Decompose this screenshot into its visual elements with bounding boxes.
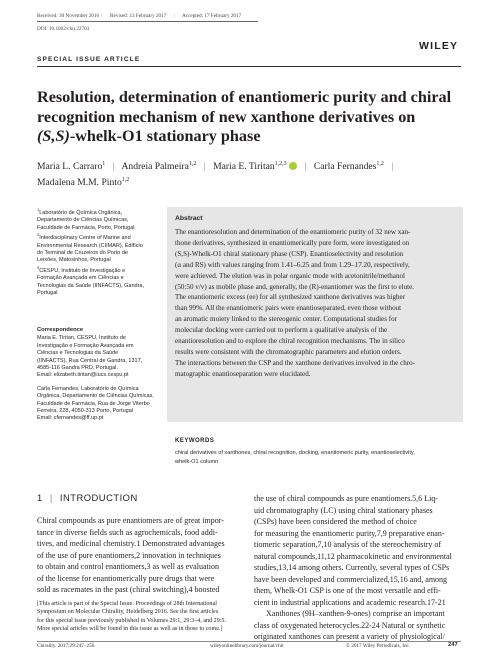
note-line: More special articles will be found in this issue as well as in those to come.] bbox=[37, 625, 223, 632]
special-issue-note bbox=[37, 600, 255, 633]
date-separator: | bbox=[101, 13, 103, 19]
note-line: Symposium on Molecular Chirality, Heidelberg 2016. See the first articles bbox=[37, 609, 219, 616]
title-line-1: Resolution, determination of enantiomeric purity and chiral bbox=[37, 88, 452, 106]
copyright: © 2017 Wiley Periodicals, Inc. bbox=[346, 643, 411, 649]
body-line: sold as racemates in the past (chiral switching),4 boosted bbox=[37, 585, 220, 594]
section-rule bbox=[37, 66, 461, 67]
abstract-line: (S,S)-Whelk-O1 chiral stationary phase (CSP). Enantioselectivity and resolution bbox=[175, 249, 404, 258]
body-line: uid chromatography (LC) using chiral stationary phases bbox=[254, 505, 433, 515]
abstract-line: (α and RS) with values ranging from 1.41–6.25 and from 1.29–17.20, respectively, bbox=[175, 260, 410, 269]
body-line: studies,13,14 among others. Currently, several types of CSPs bbox=[254, 563, 450, 572]
keywords-line: whelk-O1 column bbox=[175, 458, 219, 465]
author-affiliation-ref: 1,2 bbox=[121, 176, 130, 183]
body-line: to obtain and control enantiomers,3 as well as evaluation bbox=[37, 562, 219, 571]
abstract-box bbox=[167, 207, 463, 422]
abstract-heading: Abstract bbox=[175, 215, 203, 222]
correspondence bbox=[37, 327, 169, 426]
correspondence-email-2[interactable]: Email: cfernandes@ff.up.pt bbox=[37, 415, 104, 422]
correspondence-heading: Correspondence bbox=[37, 327, 84, 333]
section-heading bbox=[37, 492, 138, 503]
abstract-line: molecular docking were carried out to perform a qualitative analysis of the bbox=[175, 326, 388, 335]
date-separator: | bbox=[174, 13, 176, 19]
author-name[interactable]: Maria L. Carraro bbox=[37, 161, 103, 172]
orcid-icon[interactable] bbox=[289, 162, 297, 170]
abstract-line: results were consistent with the chromatographic parameters and elution orders. bbox=[175, 347, 402, 356]
journal-citation: Chirality. 2017;29:247–256. bbox=[37, 643, 96, 649]
abstract-line: than 99%. All the enantiomeric pairs were enantioseparated, even those without bbox=[175, 304, 402, 313]
author-affiliation-ref: 1 bbox=[102, 160, 106, 167]
abstract-line: The enantiomeric excess (ee) for all synthesized xanthone derivatives was higher bbox=[175, 293, 406, 302]
author-affiliation-ref: 1,2,3 bbox=[274, 160, 287, 167]
body-line: for measuring the enantiomeric purity,7,9 preparative enan- bbox=[254, 528, 445, 538]
author-list bbox=[37, 159, 477, 191]
accepted-date: Accepted: 17 February 2017 bbox=[182, 13, 242, 19]
author-separator: | bbox=[112, 161, 115, 172]
header-rule bbox=[37, 21, 258, 22]
affiliation-3: $^3$CESPU, Instituto de Investigação e Formação Avançada em Ciências e Tecnologias da Saúde (IINFACTS), Gandra, Portugal bbox=[37, 265, 144, 297]
body-line: of the license for enantiomerically pure drugs that were bbox=[37, 573, 215, 583]
page-number: 247 bbox=[448, 642, 458, 648]
body-line: tance in diverse fields such as agrochemicals, food addi- bbox=[37, 527, 218, 537]
keywords-list bbox=[175, 449, 465, 466]
correspondence-block-1: Maria E. Tiritan, CESPU, Instituto de Investigação e Formação Avançada em Ciências e Tecnologias da Saúde (IINFACTS), Rua Central de Gandra, 1317, 4585-116 Gandra PRD, Portugal. Email: elizabeth.tiritan@iucs.cespu.pt bbox=[37, 335, 143, 379]
abstract-line: an aromatic moiety linked to the stereogenic center. Computational studies for bbox=[175, 315, 398, 324]
revised-date: Revised: 13 February 2017 bbox=[110, 13, 167, 19]
journal-url[interactable]: wileyonlinelibrary.com/journal/chir bbox=[210, 643, 284, 649]
doi[interactable]: DOI: 10.1002/chir.22703 bbox=[37, 26, 90, 32]
section-separator: | bbox=[49, 492, 53, 503]
body-line: the use of chiral compounds as pure enantiomers.5,6 Liq- bbox=[254, 494, 438, 503]
title-stereo-descriptor: (S,S) bbox=[37, 127, 70, 146]
author-separator: | bbox=[203, 161, 206, 172]
abstract-body bbox=[175, 227, 457, 380]
note-line: for this special issue previously published in Volumes 29:1, 29:3–4, and 29:5. bbox=[37, 617, 227, 624]
footer-rule bbox=[37, 641, 461, 642]
section-label: SPECIAL ISSUE ARTICLE bbox=[37, 56, 141, 63]
abstract-line: The interactions between the CSP and the xanthone derivatives involved in the chro- bbox=[175, 358, 416, 367]
body-line: Xanthones (9H–xanthen-9-ones) comprise an important bbox=[266, 609, 445, 618]
section-number: 1 bbox=[37, 492, 43, 503]
body-line: (CSPs) have been considered the method of choice bbox=[254, 517, 417, 526]
abstract-line: The enantioresolution and determination of the enantiomeric purity of 32 new xan- bbox=[175, 228, 411, 236]
author-name[interactable]: Madalena M.M. Pinto bbox=[37, 177, 122, 188]
affiliation-1: $^1$Laboratório de Química Orgânica, Departamento de Ciências Químicas, Faculdade de Farmácia, Porto, Portugal bbox=[37, 207, 135, 231]
body-line: of the use of pure enantiomers,2 innovation in techniques bbox=[37, 550, 221, 560]
keywords-heading: KEYWORDS bbox=[175, 438, 215, 444]
article-title bbox=[37, 88, 477, 147]
author-affiliation-ref: 1,2 bbox=[376, 160, 384, 167]
title-line-3-rest: -whelk-O1 stationary phase bbox=[69, 127, 261, 146]
affiliation-2: $^2$Interdisciplinary Centre of Marine and Environmental Research (CIIMAR), Edifício do Terminal de Cruzeiros do Porto de Leixões, Matosinhos, Portugal bbox=[37, 232, 143, 264]
body-line: natural compounds,11,12 pharmacokinetic and environmental bbox=[254, 551, 452, 561]
abstract-line: (50:50 v/v) as mobile phase and, generally, the (R)-enantiomer was the first to elute. bbox=[175, 282, 415, 291]
body-line: tives, and medicinal chemistry.1 Demonstrated advantages bbox=[37, 539, 225, 548]
body-line: cient in industrial applications and academic research.17-21 bbox=[254, 597, 446, 607]
abstract-line: thone derivatives, synthesized in enantiomerically pure form, were investigated on bbox=[175, 238, 410, 247]
body-line: tiomeric separation,7,10 analysis of the stereochemistry of bbox=[254, 540, 442, 549]
body-line: originated xanthones can present a variety of physiological/ bbox=[254, 632, 445, 641]
intro-left-column bbox=[37, 515, 247, 596]
body-line: class of oxygenated heterocycles.22-24 Natural or synthetic bbox=[254, 620, 446, 630]
abstract-line: matographic enantioseparation were elucidated. bbox=[175, 369, 311, 378]
title-line-3 bbox=[37, 127, 477, 147]
body-line: have been developed and commercialized,15,16 and, among bbox=[254, 574, 448, 584]
body-line: them, Whelk-O1 CSP is one of the most versatile and effi- bbox=[254, 586, 441, 595]
abstract-line: were achieved. The elution was in polar organic mode with acetonitrile/methanol bbox=[175, 271, 406, 280]
note-line: [This article is part of the Special Issue: Proceedings of 28th International bbox=[37, 601, 217, 607]
section-title: INTRODUCTION bbox=[59, 492, 138, 503]
author-name[interactable]: Carla Fernandes bbox=[313, 161, 377, 172]
wiley-logo: WILEY bbox=[419, 40, 459, 52]
correspondence-block-2: Carla Fernandes, Laboratório de Química Orgânica, Departamento de Ciências Químicas, Faculdade de Farmácia, Rua de Jorge Viterbo Ferreira, 228, 4050-313 Porto, Portugal Email: cfernandes@ff.up.pt bbox=[37, 385, 154, 422]
intro-right-column bbox=[254, 493, 464, 643]
author-separator: | bbox=[391, 161, 394, 172]
author-name[interactable]: Maria E. Tiritan bbox=[213, 161, 275, 172]
keywords-line: chiral derivatives of xanthones, chiral recognition, docking, enantiomeric purity, enantioselectivity, bbox=[175, 450, 415, 456]
body-line: Chiral compounds as pure enantiomers are of great impor- bbox=[37, 516, 224, 525]
correspondence-email-1[interactable]: Email: elizabeth.tiritan@iucs.cespu.pt bbox=[37, 372, 129, 379]
received-date: Received: 30 November 2016 bbox=[37, 13, 100, 19]
title-line-2: recognition mechanism of new xanthone derivatives on bbox=[37, 107, 416, 126]
affiliations bbox=[37, 207, 165, 300]
author-name[interactable]: Andreia Palmeira bbox=[121, 161, 189, 172]
author-affiliation-ref: 1,2 bbox=[188, 160, 197, 167]
author-separator: | bbox=[304, 161, 307, 172]
abstract-line: enantioresolution and to explore the chiral recognition mechanisms. The in silico bbox=[175, 337, 405, 346]
